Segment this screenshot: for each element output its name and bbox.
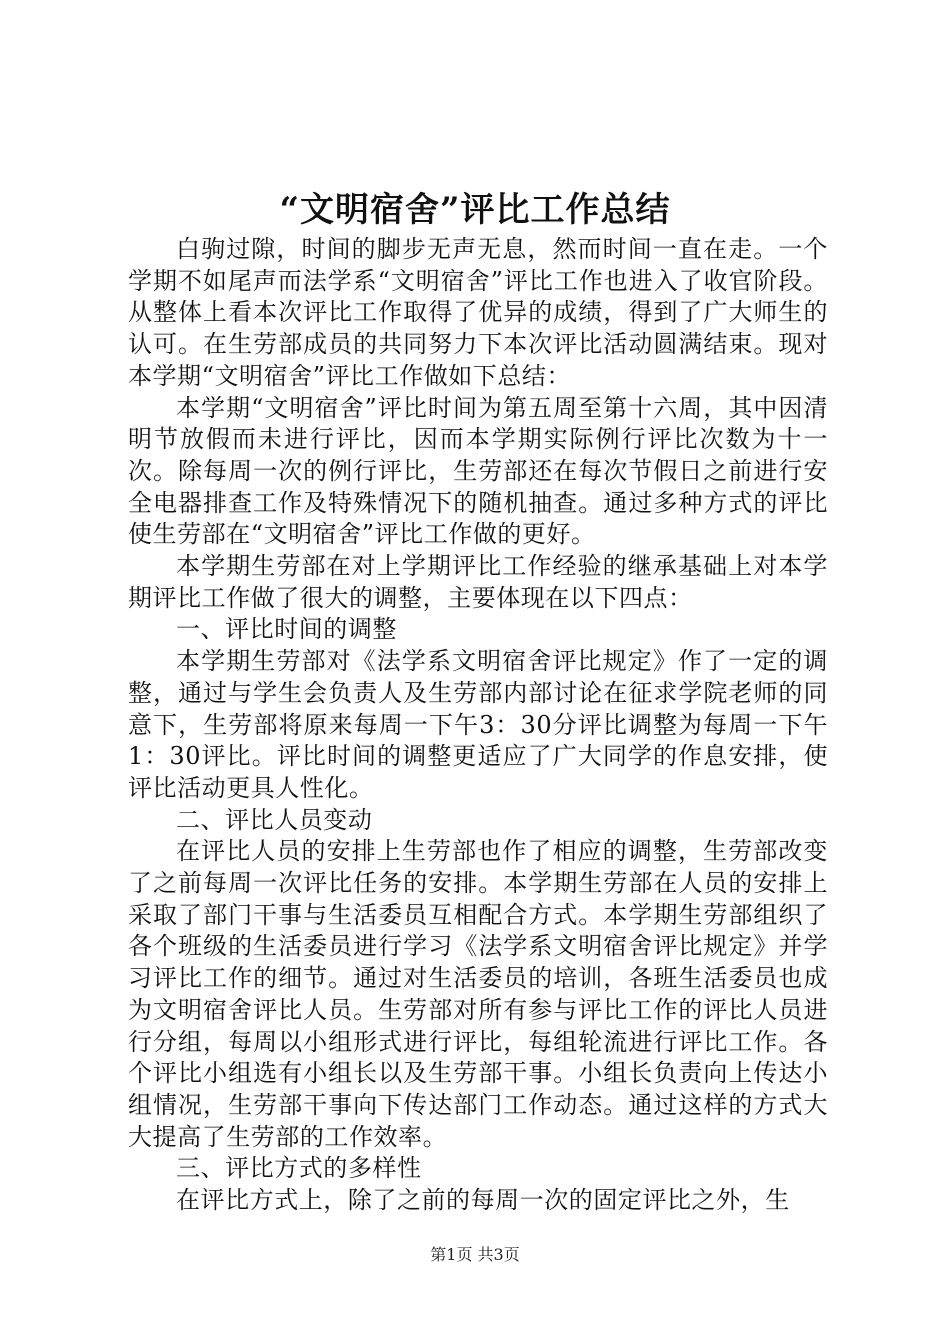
paragraph-schedule: 本学期“文明宿舍”评比时间为第五周至第十六周，其中因清明节放假而未进行评比，因而本学期实际例行评比次数为十一次。除每周一次的例行评比，生劳部还在每次节假日之前进行安全电器排查工作及特殊情况下的随机抽查。通过多种方式的评比使生劳部在“文明宿舍”评比工作做的更好。 bbox=[128, 393, 828, 549]
paragraph-methods: 在评比方式上，除了之前的每周一次的固定评比之外，生 bbox=[176, 1186, 790, 1215]
section-heading-3: 三、评比方式的多样性 bbox=[176, 1154, 422, 1183]
section-heading-1: 一、评比时间的调整 bbox=[176, 615, 397, 644]
section-heading-2: 二、评比人员变动 bbox=[176, 805, 373, 834]
document-title: “文明宿舍”评比工作总结 bbox=[279, 190, 671, 230]
document-body bbox=[128, 234, 828, 1217]
paragraph-personnel: 在评比人员的安排上生劳部也作了相应的调整，生劳部改变了之前每周一次评比任务的安排。本学期生劳部在人员的安排上采取了部门干事与生活委员互相配合方式。本学期生劳部组织了各个班级的生活委员进行学习《法学系文明宿舍评比规定》并学习评比工作的细节。通过对生活委员的培训，各班生活委员也成为文明宿舍评比人员。生劳部对所有参与评比工作的评比人员进行分组，每周以小组形式进行评比，每组轮流进行评比工作。各个评比小组选有小组长以及生劳部干事。小组长负责向上传达小组情况，生劳部干事向下传达部门工作动态。通过这样的方式大大提高了生劳部的工作效率。 bbox=[128, 837, 828, 1151]
paragraph-adjustments: 本学期生劳部在对上学期评比工作经验的继承基础上对本学期评比工作做了很大的调整，主要体现在以下四点： bbox=[128, 552, 828, 612]
paragraph-intro: 白驹过隙，时间的脚步无声无息，然而时间一直在走。一个学期不如尾声而法学系“文明宿舍”评比工作也进入了收官阶段。从整体上看本次评比工作取得了优异的成绩，得到了广大师生的认可。在生劳部成员的共同努力下本次评比活动圆满结束。现对本学期“文明宿舍”评比工作做如下总结： bbox=[128, 235, 828, 390]
page-footer: 第1页 共3页 bbox=[430, 1245, 520, 1264]
paragraph-time-adjustment: 本学期生劳部对《法学系文明宿舍评比规定》作了一定的调整，通过与学生会负责人及生劳部内部讨论在征求学院老师的同意下，生劳部将原来每周一下午3：30分评比调整为每周一下午1：30评比。评比时间的调整更适应了广大同学的作息安排，使评比活动更具人性化。 bbox=[128, 647, 828, 802]
